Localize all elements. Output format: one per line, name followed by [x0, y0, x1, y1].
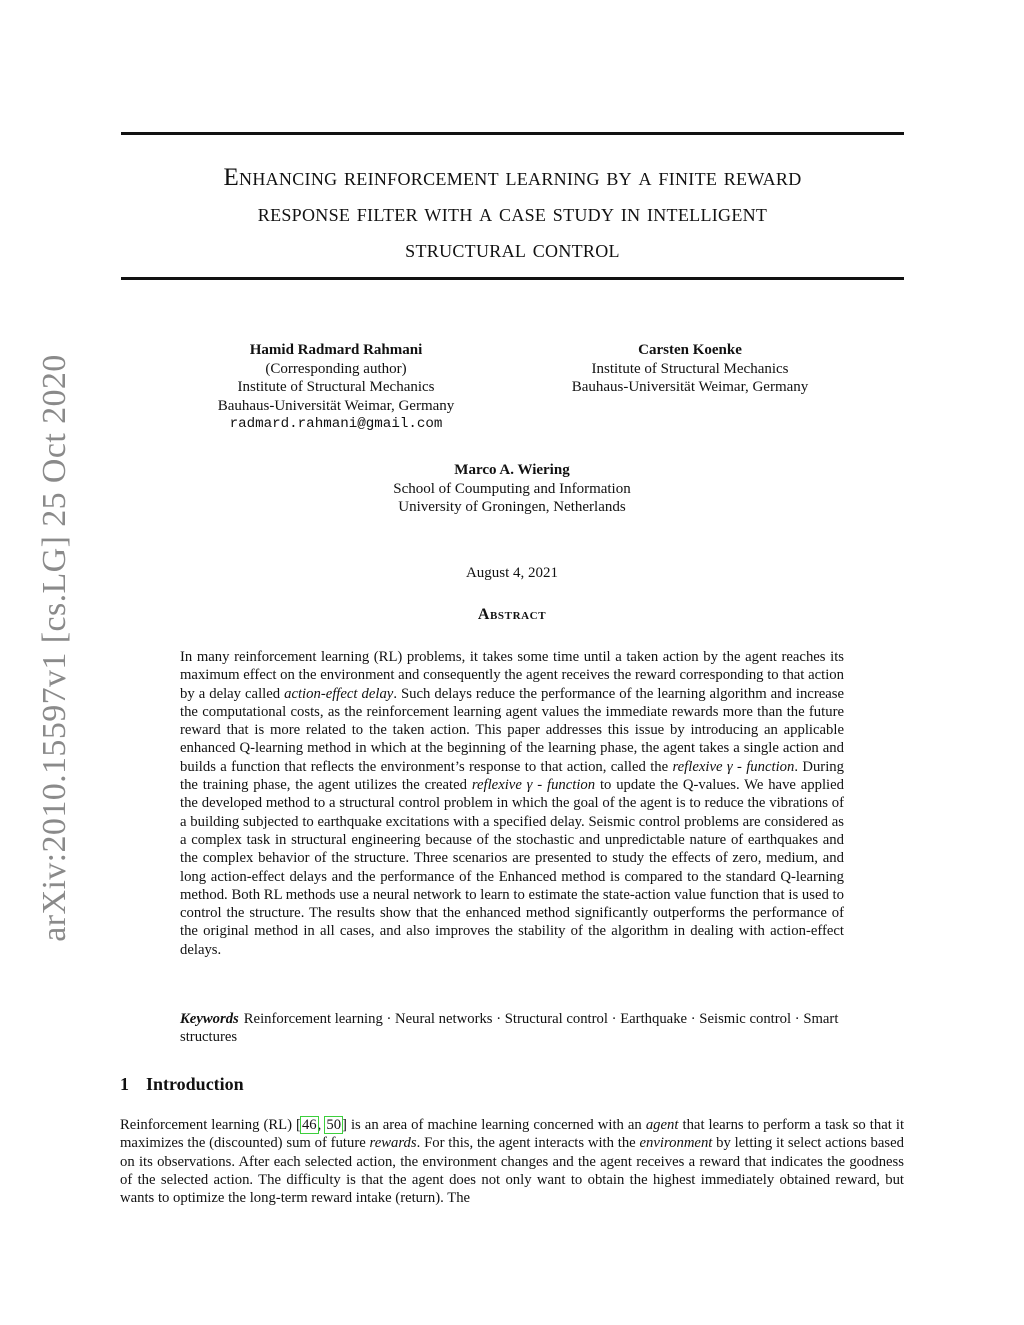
intro-text-part: Reinforcement learning (RL) [ [120, 1117, 301, 1133]
author-name: Marco A. Wiering [454, 462, 570, 478]
citation-link[interactable]: 46 [301, 1117, 317, 1133]
abstract-term: action-effect delay [284, 685, 394, 702]
intro-term: environment [639, 1135, 713, 1152]
author-affiliation: Bauhaus-Universität Weimar, Germany [571, 379, 809, 395]
title-line: response filter with a case study in intelligent [257, 200, 768, 227]
author-name: Carsten Koenke [638, 342, 742, 358]
author-affiliation: University of Groningen, Netherlands [398, 499, 626, 515]
abstract-heading: Abstract [477, 606, 547, 623]
author-affiliation: Institute of Structural Mechanics [237, 379, 435, 395]
abstract-text [180, 648, 844, 959]
citation-link[interactable]: 50 [326, 1117, 342, 1133]
title-rule-bottom [121, 277, 904, 280]
keywords-label: Keywords [180, 1011, 239, 1027]
author-block-wiering [352, 461, 672, 517]
author-block-koenke [540, 341, 840, 397]
intro-text-part: by letting it select actions based on its observations. After each selected action, the environment changes and the agent receives a reward that indicates the goodness of the selected action. The difficulty is that the agent does not only want to obtain the highest immediately obtained reward, but wants to optimize the long-term reward intake (return). The [120, 1135, 904, 1207]
citation-separator: , [317, 1117, 326, 1133]
paper-title [121, 160, 904, 268]
author-affiliation: Institute of Structural Mechanics [591, 360, 789, 377]
abstract-term: reflexive γ - function [471, 777, 596, 794]
title-line: structural control [405, 236, 620, 263]
keywords-list: Reinforcement learning · Neural networks · Structural control · Earthquake · Seismic control · Smart structures [180, 1011, 839, 1046]
title-rule-top [121, 132, 904, 135]
intro-text-part: that learns to perform a task so that it maximizes the (discounted) sum of future [120, 1117, 905, 1152]
author-note: (Corresponding author) [265, 360, 407, 377]
author-affiliation: Bauhaus-Universität Weimar, Germany [217, 397, 455, 414]
abstract-text-part: In many reinforcement learning (RL) problems, it takes some time until a taken action by the agent reaches its maximum effect on the environment and consequently the agent receives the reward corresponding to that action by a delay called [180, 649, 844, 702]
intro-term: agent [645, 1117, 679, 1133]
title-line: Enhancing reinforcement learning by a finite reward [223, 164, 802, 191]
keywords [180, 1010, 844, 1047]
arxiv-identifier-text: arXiv:2010.15597v1 [cs.LG] 25 Oct 2020 [36, 354, 73, 942]
abstract-text-part: . During the training phase, the agent utilizes the created [180, 758, 844, 794]
abstract-text-part: . Such delays reduce the performance of the learning algorithm and increase the computational costs, as the reinforcement learning agent values the immediate rewards more than the future reward that is more related to the taken action. This paper addresses this issue by introducing an applicable enhanced Q-learning method in which at the beginning of the learning phase, the agent takes a single action and builds a function that reflects the environment’s response to that action, called the [180, 685, 844, 775]
author-block-rahmani [180, 341, 492, 434]
author-email[interactable]: radmard.rahmani@gmail.com [229, 416, 443, 432]
section-title: Introduction [146, 1074, 244, 1094]
section-heading-introduction [120, 1074, 244, 1095]
intro-text-part: . For this, the agent interacts with the [416, 1135, 640, 1152]
author-name: Hamid Radmard Rahmani [249, 342, 423, 358]
section-number: 1 [120, 1074, 129, 1094]
author-affiliation: School of Coumputing and Information [393, 480, 631, 497]
introduction-text [120, 1116, 904, 1207]
intro-term: rewards [369, 1135, 417, 1152]
paper-date: August 4, 2021 [465, 565, 559, 581]
abstract-term: reflexive γ - function [672, 758, 795, 775]
abstract-text-part: to update the Q-values. We have applied the developed method to a structural control problem in which the goal of the agent is to reduce the vibrations of a building subjected to earthquake excitations with a specified delay. Seismic control problems are considered as a complex task in structural engineering because of the stochastic and unpredictable nature of earthquakes and the complex behavior of the structure. Three scenarios are presented to study the effects of zero, medium, and long action-effect delays and the performance of the Enhanced method is compared to the standard Q-learning method. Both RL methods use a neural network to learn to estimate the state-action value function that is used to control the structure. The results show that the enhanced method significantly outperforms the performance of the original method in all cases, and also improves the stability of the algorithm in dealing with action-effect delays. [180, 777, 844, 958]
intro-text-part: ] is an area of machine learning concerned with an [342, 1117, 646, 1133]
